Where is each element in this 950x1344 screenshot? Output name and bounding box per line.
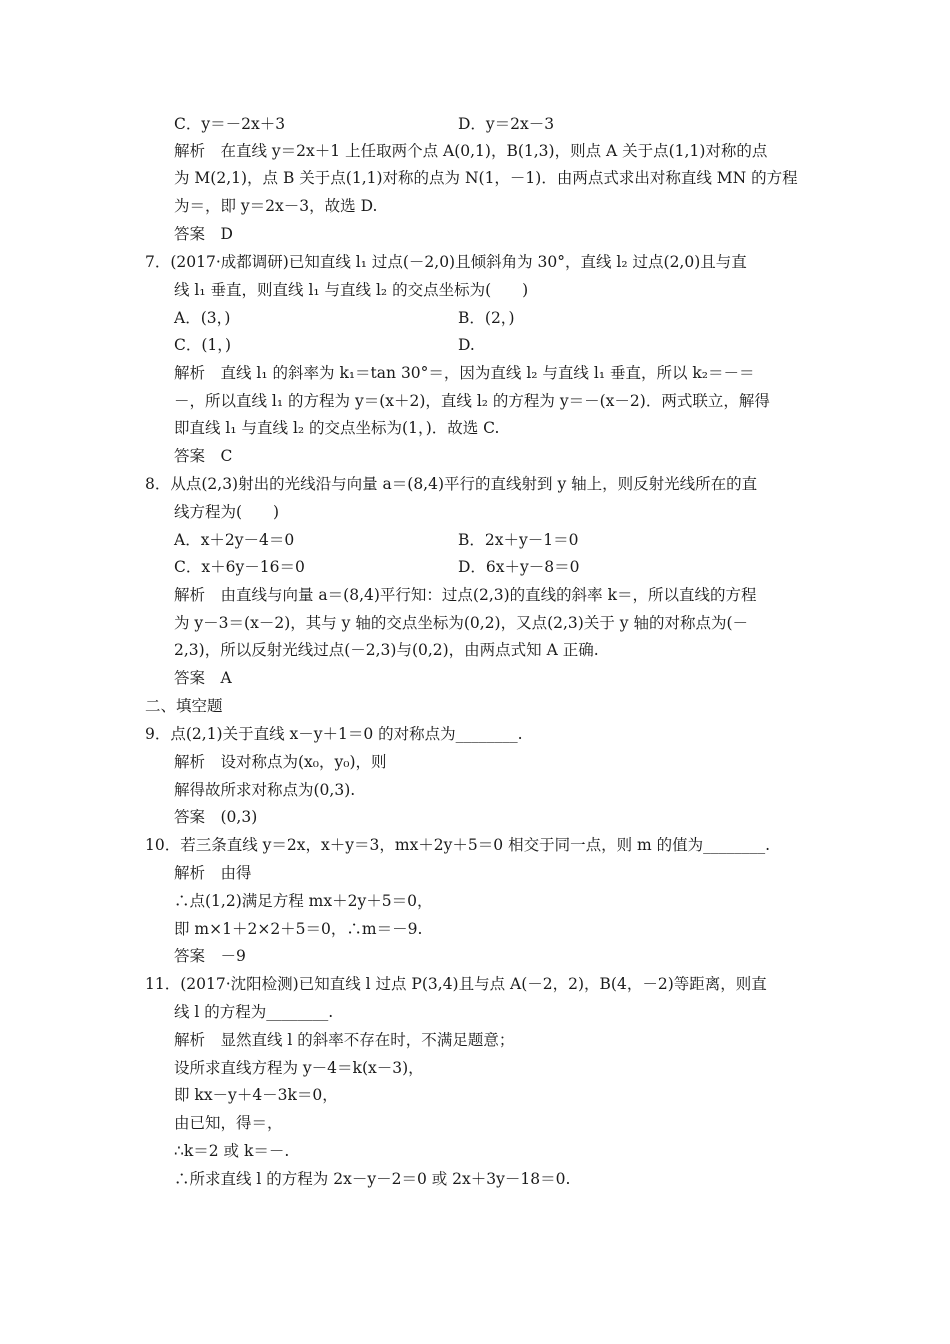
text-line: －，所以直线 l₁ 的方程为 y＝(x＋2)，直线 l₂ 的方程为 y＝－(x－2)．两式联立，解得: [174, 392, 770, 410]
text-line: C．(1，): [174, 336, 232, 354]
text-line: 二、填空题: [145, 697, 223, 715]
text-line: 解析 在直线 y＝2x＋1 上任取两个点 A(0,1)，B(1,3)，则点 A 关于点(1,1)对称的点: [174, 142, 768, 160]
text-line: 解析 显然直线 l 的斜率不存在时，不满足题意；: [174, 1031, 515, 1049]
text-line: B．(2，): [458, 309, 515, 327]
text-line: 2,3)，所以反射光线过点(－2,3)与(0,2)，由两点式知 A 正确.: [174, 641, 599, 659]
text-line: 解析 由得: [174, 864, 252, 882]
text-line: 线 l 的方程为________.: [174, 1003, 334, 1021]
text-line: A．(3，): [174, 309, 231, 327]
text-line: 答案 (0,3): [174, 808, 258, 826]
text-line: C．x＋6y－16＝0: [174, 558, 305, 576]
text-line: 7．(2017·成都调研)已知直线 l₁ 过点(－2,0)且倾斜角为 30°，直线 l₂ 过点(2,0)且与直: [145, 253, 747, 271]
text-line: 即直线 l₁ 与直线 l₂ 的交点坐标为(1，)．故选 C.: [174, 419, 500, 437]
text-line: 为 y－3＝(x－2)，其与 y 轴的交点坐标为(0,2)，又点(2,3)关于 y 轴的对称点为(－: [174, 614, 749, 632]
text-line: 线方程为( ): [174, 503, 280, 521]
text-line: 答案 A: [174, 669, 232, 687]
text-line: 解析 由直线与向量 a＝(8,4)平行知：过点(2,3)的直线的斜率 k＝，所以直线的方程: [174, 586, 757, 604]
text-line: D.: [458, 336, 475, 354]
text-line: 8．从点(2,3)射出的光线沿与向量 a＝(8,4)平行的直线射到 y 轴上，则反射光线所在的直: [145, 475, 758, 493]
text-line: 答案 －9: [174, 947, 246, 965]
text-line: C．y＝－2x＋3: [174, 115, 286, 133]
text-line: 即 m×1＋2×2＋5＝0，∴m＝－9.: [174, 920, 423, 938]
text-line: ∴k＝2 或 k＝－.: [174, 1142, 290, 1160]
text-line: 设所求直线方程为 y－4＝k(x－3)，: [174, 1059, 424, 1077]
text-line: D．6x＋y－8＝0: [458, 558, 580, 576]
text-line: 11．(2017·沈阳检测)已知直线 l 过点 P(3,4)且与点 A(－2，2)，B(4，－2)等距离，则直: [145, 975, 767, 993]
text-line: A．x＋2y－4＝0: [174, 531, 295, 549]
text-line: 线 l₁ 垂直，则直线 l₁ 与直线 l₂ 的交点坐标为( ): [174, 281, 529, 299]
text-line: 解析 设对称点为(x₀，y₀)，则: [174, 753, 387, 771]
text-line: B．2x＋y－1＝0: [458, 531, 579, 549]
text-line: 答案 D: [174, 225, 233, 243]
text-line: D．y＝2x－3: [458, 115, 555, 133]
text-line: 9．点(2,1)关于直线 x－y＋1＝0 的对称点为________.: [145, 725, 523, 743]
text-line: 10．若三条直线 y＝2x，x＋y＝3，mx＋2y＋5＝0 相交于同一点，则 m 的值为________.: [145, 836, 771, 854]
text-line: 即 kx－y＋4－3k＝0，: [174, 1086, 338, 1104]
text-line: 解得故所求对称点为(0,3).: [174, 781, 356, 799]
text-line: 解析 直线 l₁ 的斜率为 k₁＝tan 30°＝，因为直线 l₂ 与直线 l₁ 垂直，所以 k₂＝－＝: [174, 364, 755, 382]
text-line: 由已知，得＝，: [174, 1114, 283, 1132]
text-line: 答案 C: [174, 447, 233, 465]
text-line: 为 M(2,1)，点 B 关于点(1,1)对称的点为 N(1，－1)．由两点式求出对称直线 MN 的方程: [174, 169, 798, 187]
text-line: ∴点(1,2)满足方程 mx＋2y＋5＝0，: [174, 892, 433, 910]
text-line: 为＝，即 y＝2x－3，故选 D.: [174, 197, 378, 215]
text-line: ∴所求直线 l 的方程为 2x－y－2＝0 或 2x＋3y－18＝0.: [174, 1170, 571, 1188]
